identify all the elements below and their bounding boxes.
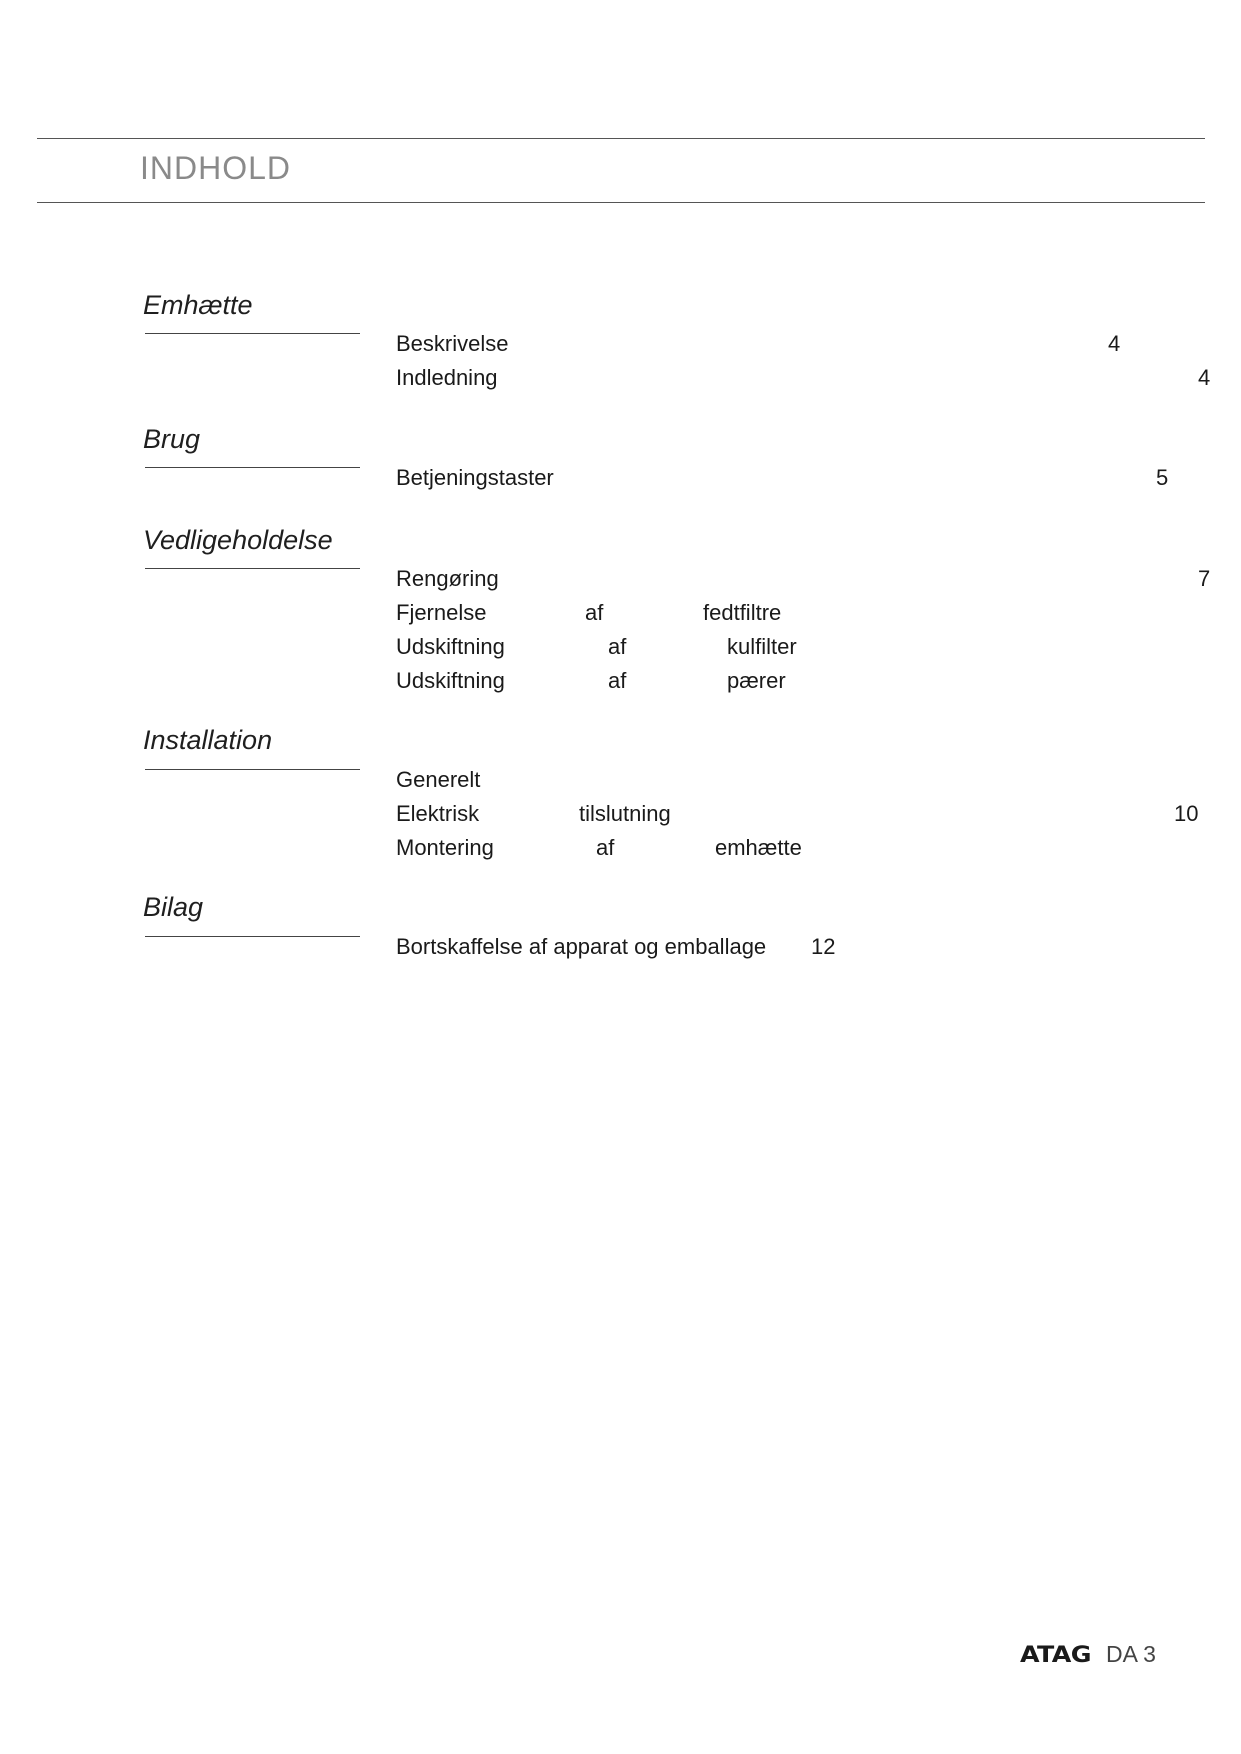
toc-entry-indledning[interactable]: Indledning [396, 365, 498, 390]
toc-entry-betjeningstaster[interactable]: Betjeningstaster [396, 465, 554, 490]
toc-entry-elektrisk-tilslutning[interactable]: Elektrisk [396, 801, 480, 826]
footer-page-number: DA 3 [1106, 1641, 1156, 1667]
toc-entry-beskrivelse[interactable]: Beskrivelse [396, 331, 509, 356]
section-rule [145, 936, 360, 937]
toc-page-number: 4 [1198, 365, 1211, 390]
section-rule [145, 333, 360, 334]
toc-entry-generelt[interactable]: Generelt [396, 767, 481, 792]
toc-entry-bortskaffelse[interactable]: Bortskaffelse af apparat og emballage [396, 934, 767, 959]
toc-entry-word: af [608, 668, 627, 693]
toc-entry-word: fedtfiltre [703, 600, 782, 625]
toc-entry-word: pærer [727, 668, 786, 693]
section-heading-installation: Installation [143, 725, 273, 755]
toc-entry-fjernelse[interactable]: Fjernelse [396, 600, 487, 625]
toc-entry-rengoering[interactable]: Rengøring [396, 566, 499, 591]
header-top-rule [37, 138, 1205, 139]
section-heading-bilag: Bilag [143, 892, 204, 922]
toc-page-number: 7 [1198, 566, 1211, 591]
toc-entry-word: af [596, 835, 615, 860]
section-heading-brug: Brug [143, 424, 201, 454]
toc-page-number: 4 [1108, 331, 1121, 356]
atag-logo: ATAG [1020, 1643, 1091, 1668]
toc-page-number: 10 [1174, 801, 1199, 826]
toc-page-number: 5 [1156, 465, 1169, 490]
page-title: INDHOLD [140, 150, 292, 186]
toc-entry-word: tilslutning [579, 801, 671, 826]
section-heading-emhaette: Emhætte [143, 290, 253, 320]
toc-entry-word: kulfilter [727, 634, 797, 659]
toc-entry-word: af [585, 600, 604, 625]
section-rule [145, 467, 360, 468]
section-rule [145, 769, 360, 770]
toc-entry-udskiftning-kulfilter[interactable]: Udskiftning [396, 634, 505, 659]
toc-entry-montering[interactable]: Montering [396, 835, 494, 860]
toc-entry-word: emhætte [715, 835, 802, 860]
section-heading-vedligeholdelse: Vedligeholdelse [143, 525, 333, 555]
toc-page-number: 12 [811, 934, 836, 959]
toc-entry-word: af [608, 634, 627, 659]
toc-entry-udskiftning-paerer[interactable]: Udskiftning [396, 668, 505, 693]
header-bottom-rule [37, 202, 1205, 203]
section-rule [145, 568, 360, 569]
